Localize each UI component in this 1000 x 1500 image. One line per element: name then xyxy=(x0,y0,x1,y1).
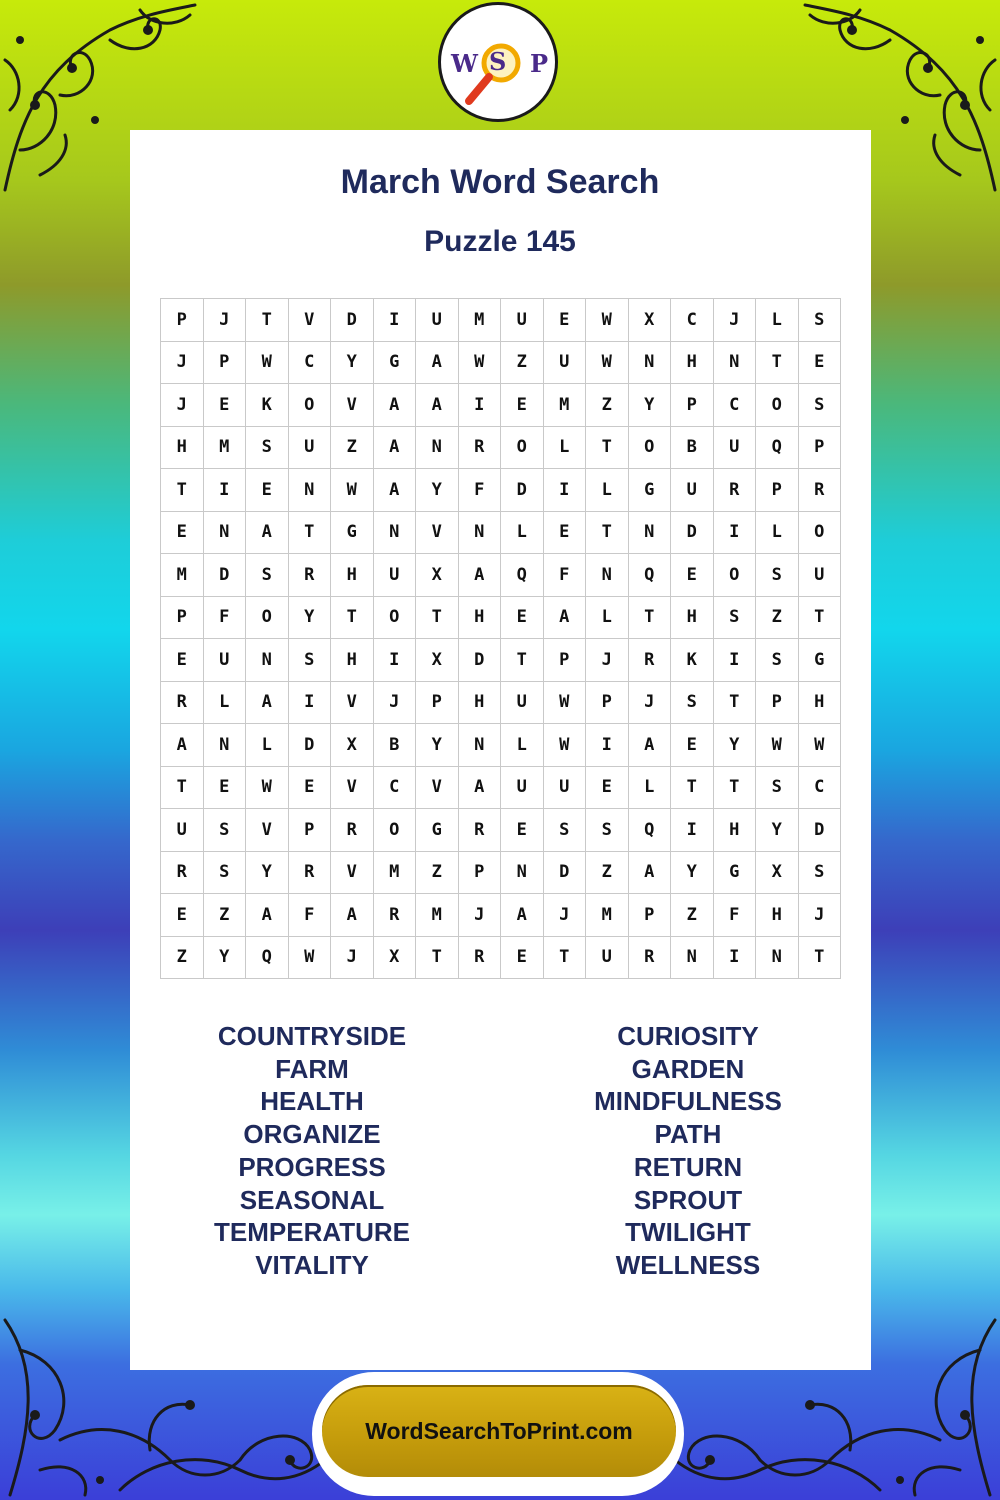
grid-cell[interactable]: V xyxy=(331,681,374,724)
grid-cell[interactable]: D xyxy=(203,554,246,597)
grid-cell[interactable]: P xyxy=(798,426,841,469)
grid-cell[interactable]: T xyxy=(671,766,714,809)
grid-cell[interactable]: I xyxy=(373,639,416,682)
grid-cell[interactable]: N xyxy=(713,341,756,384)
grid-cell[interactable]: S xyxy=(203,851,246,894)
grid-cell[interactable]: R xyxy=(161,681,204,724)
grid-cell[interactable]: G xyxy=(331,511,374,554)
grid-cell[interactable]: G xyxy=(373,341,416,384)
grid-cell[interactable]: U xyxy=(543,766,586,809)
grid-cell[interactable]: S xyxy=(756,639,799,682)
grid-cell[interactable]: Z xyxy=(671,894,714,937)
grid-cell[interactable]: S xyxy=(798,299,841,342)
grid-cell[interactable]: L xyxy=(756,299,799,342)
grid-cell[interactable]: W xyxy=(288,936,331,979)
grid-cell[interactable]: L xyxy=(246,724,289,767)
grid-row xyxy=(161,851,841,894)
grid-cell[interactable]: P xyxy=(288,809,331,852)
grid-cell[interactable]: D xyxy=(331,299,374,342)
grid-cell[interactable]: T xyxy=(161,766,204,809)
grid-cell[interactable]: F xyxy=(288,894,331,937)
grid-cell[interactable]: N xyxy=(628,511,671,554)
grid-cell[interactable]: X xyxy=(416,554,459,597)
grid-cell[interactable]: G xyxy=(628,469,671,512)
grid-cell[interactable]: T xyxy=(416,936,459,979)
grid-cell[interactable]: N xyxy=(203,724,246,767)
grid-cell[interactable]: A xyxy=(246,894,289,937)
grid-cell[interactable]: E xyxy=(161,639,204,682)
grid-cell[interactable]: I xyxy=(203,469,246,512)
grid-row xyxy=(161,809,841,852)
grid-cell[interactable]: L xyxy=(501,511,544,554)
grid-cell[interactable]: Y xyxy=(203,936,246,979)
grid-cell[interactable]: Q xyxy=(628,554,671,597)
word-list-item: TEMPERATURE xyxy=(214,1217,410,1248)
word-list-item: VITALITY xyxy=(255,1249,369,1280)
grid-cell[interactable]: D xyxy=(458,639,501,682)
wsp-logo xyxy=(438,2,558,122)
grid-cell[interactable]: J xyxy=(331,936,374,979)
grid-cell[interactable]: I xyxy=(373,299,416,342)
logo-letter-p: P xyxy=(530,49,549,78)
grid-cell[interactable]: S xyxy=(246,426,289,469)
grid-cell[interactable]: N xyxy=(756,936,799,979)
grid-cell[interactable]: A xyxy=(373,469,416,512)
grid-cell[interactable]: H xyxy=(671,341,714,384)
grid-cell[interactable]: A xyxy=(458,766,501,809)
grid-cell[interactable]: R xyxy=(713,469,756,512)
grid-cell[interactable]: U xyxy=(798,554,841,597)
word-list-item: GARDEN xyxy=(631,1053,745,1084)
grid-cell[interactable]: L xyxy=(203,681,246,724)
grid-cell[interactable]: Q xyxy=(501,554,544,597)
grid-cell[interactable]: W xyxy=(798,724,841,767)
grid-row xyxy=(161,894,841,937)
grid-cell[interactable]: S xyxy=(203,809,246,852)
grid-cell[interactable]: U xyxy=(288,426,331,469)
grid-cell[interactable]: Q xyxy=(628,809,671,852)
grid-cell[interactable]: W xyxy=(246,341,289,384)
grid-cell[interactable]: J xyxy=(161,384,204,427)
grid-cell[interactable]: Y xyxy=(416,724,459,767)
grid-cell[interactable]: U xyxy=(416,299,459,342)
grid-cell[interactable]: C xyxy=(373,766,416,809)
grid-cell[interactable]: D xyxy=(501,469,544,512)
grid-cell[interactable]: T xyxy=(501,639,544,682)
grid-cell[interactable]: Z xyxy=(161,936,204,979)
grid-cell[interactable]: G xyxy=(798,639,841,682)
grid-cell[interactable]: O xyxy=(246,596,289,639)
grid-cell[interactable]: E xyxy=(671,554,714,597)
grid-row xyxy=(161,469,841,512)
grid-cell[interactable]: N xyxy=(458,511,501,554)
grid-cell[interactable]: Y xyxy=(756,809,799,852)
grid-cell[interactable]: B xyxy=(671,426,714,469)
grid-cell[interactable]: I xyxy=(458,384,501,427)
grid-cell[interactable]: K xyxy=(671,639,714,682)
grid-cell[interactable]: I xyxy=(288,681,331,724)
grid-cell[interactable]: A xyxy=(373,384,416,427)
grid-cell[interactable]: E xyxy=(501,809,544,852)
grid-cell[interactable]: A xyxy=(416,384,459,427)
grid-cell[interactable]: S xyxy=(798,384,841,427)
grid-cell[interactable]: I xyxy=(713,511,756,554)
grid-cell[interactable]: E xyxy=(161,894,204,937)
grid-cell[interactable]: R xyxy=(288,851,331,894)
grid-cell[interactable]: T xyxy=(543,936,586,979)
grid-cell[interactable]: R xyxy=(798,469,841,512)
grid-cell[interactable]: C xyxy=(288,341,331,384)
grid-cell[interactable]: V xyxy=(331,766,374,809)
grid-cell[interactable]: N xyxy=(628,341,671,384)
grid-cell[interactable]: G xyxy=(713,851,756,894)
grid-cell[interactable]: E xyxy=(671,724,714,767)
grid-cell[interactable]: P xyxy=(756,469,799,512)
grid-cell[interactable]: I xyxy=(713,639,756,682)
grid-cell[interactable]: N xyxy=(671,936,714,979)
grid-cell[interactable]: X xyxy=(331,724,374,767)
grid-cell[interactable]: V xyxy=(416,766,459,809)
grid-cell[interactable]: N xyxy=(288,469,331,512)
grid-cell[interactable]: F xyxy=(203,596,246,639)
grid-cell[interactable]: E xyxy=(246,469,289,512)
grid-cell[interactable]: W xyxy=(543,724,586,767)
grid-cell[interactable]: N xyxy=(586,554,629,597)
grid-cell[interactable]: R xyxy=(458,809,501,852)
grid-cell[interactable]: D xyxy=(798,809,841,852)
grid-cell[interactable]: P xyxy=(161,596,204,639)
grid-cell[interactable]: E xyxy=(288,766,331,809)
grid-cell[interactable]: U xyxy=(713,426,756,469)
grid-cell[interactable]: X xyxy=(756,851,799,894)
logo-letter-s: S xyxy=(489,47,507,76)
grid-cell[interactable]: V xyxy=(246,809,289,852)
grid-cell[interactable]: G xyxy=(416,809,459,852)
grid-cell[interactable]: T xyxy=(288,511,331,554)
grid-cell[interactable]: Z xyxy=(501,341,544,384)
grid-cell[interactable]: J xyxy=(203,299,246,342)
grid-row xyxy=(161,724,841,767)
grid-cell[interactable]: S xyxy=(543,809,586,852)
grid-cell[interactable]: E xyxy=(203,766,246,809)
word-list-item: SPROUT xyxy=(633,1184,743,1215)
grid-cell[interactable]: A xyxy=(628,724,671,767)
grid-cell[interactable]: Y xyxy=(246,851,289,894)
word-list-item: WELLNESS xyxy=(615,1249,761,1280)
grid-cell[interactable]: N xyxy=(458,724,501,767)
grid-cell[interactable]: T xyxy=(798,596,841,639)
grid-cell[interactable]: A xyxy=(458,554,501,597)
logo-letter-w: W xyxy=(451,49,478,78)
grid-cell[interactable]: N xyxy=(416,426,459,469)
grid-cell[interactable]: X xyxy=(628,299,671,342)
grid-cell[interactable]: D xyxy=(288,724,331,767)
grid-row xyxy=(161,299,841,342)
grid-cell[interactable]: N xyxy=(203,511,246,554)
grid-cell[interactable]: Y xyxy=(416,469,459,512)
grid-cell[interactable]: H xyxy=(161,426,204,469)
grid-cell[interactable]: J xyxy=(543,894,586,937)
grid-cell[interactable]: J xyxy=(713,299,756,342)
grid-cell[interactable]: J xyxy=(161,341,204,384)
grid-cell[interactable]: Z xyxy=(416,851,459,894)
grid-cell[interactable]: P xyxy=(458,851,501,894)
grid-cell[interactable]: E xyxy=(798,341,841,384)
grid-cell[interactable]: L xyxy=(628,766,671,809)
grid-cell[interactable]: C xyxy=(713,384,756,427)
grid-cell[interactable]: Y xyxy=(331,341,374,384)
grid-cell[interactable]: O xyxy=(756,384,799,427)
grid-cell[interactable]: U xyxy=(501,299,544,342)
grid-cell[interactable]: I xyxy=(671,809,714,852)
grid-cell[interactable]: S xyxy=(756,766,799,809)
grid-cell[interactable]: J xyxy=(628,681,671,724)
word-list-item: SEASONAL xyxy=(239,1184,385,1215)
grid-cell[interactable]: B xyxy=(373,724,416,767)
grid-cell[interactable]: F xyxy=(458,469,501,512)
grid-cell[interactable]: N xyxy=(246,639,289,682)
grid-row xyxy=(161,766,841,809)
grid-cell[interactable]: U xyxy=(501,766,544,809)
grid-cell[interactable]: M xyxy=(416,894,459,937)
grid-cell[interactable]: P xyxy=(756,681,799,724)
grid-cell[interactable]: Q xyxy=(756,426,799,469)
grid-cell[interactable]: O xyxy=(713,554,756,597)
grid-cell[interactable]: M xyxy=(543,384,586,427)
grid-cell[interactable]: N xyxy=(373,511,416,554)
grid-cell[interactable]: R xyxy=(458,426,501,469)
grid-cell[interactable]: M xyxy=(203,426,246,469)
grid-row xyxy=(161,511,841,554)
grid-cell[interactable]: W xyxy=(756,724,799,767)
grid-cell[interactable]: A xyxy=(628,851,671,894)
word-list-item: ORGANIZE xyxy=(243,1119,381,1150)
word-list-item: RETURN xyxy=(633,1151,743,1182)
grid-cell[interactable]: M xyxy=(373,851,416,894)
page-title: March Word Search xyxy=(340,163,660,201)
letter-grid xyxy=(160,298,841,979)
website-link-button[interactable]: WordSearchToPrint.com xyxy=(322,1385,676,1477)
grid-cell[interactable]: R xyxy=(331,809,374,852)
word-list-left xyxy=(147,1020,477,1282)
grid-cell[interactable]: E xyxy=(543,511,586,554)
grid-cell[interactable]: C xyxy=(671,299,714,342)
word-list-item: PROGRESS xyxy=(238,1151,386,1182)
grid-cell[interactable]: Z xyxy=(586,384,629,427)
grid-cell[interactable]: L xyxy=(586,469,629,512)
grid-cell[interactable]: V xyxy=(331,384,374,427)
grid-cell[interactable]: U xyxy=(203,639,246,682)
grid-cell[interactable]: U xyxy=(161,809,204,852)
grid-cell[interactable]: M xyxy=(161,554,204,597)
grid-cell[interactable]: D xyxy=(671,511,714,554)
grid-cell[interactable]: J xyxy=(373,681,416,724)
grid-cell[interactable]: I xyxy=(713,936,756,979)
grid-cell[interactable]: P xyxy=(671,384,714,427)
grid-cell[interactable]: H xyxy=(798,681,841,724)
grid-cell[interactable]: P xyxy=(203,341,246,384)
grid-cell[interactable]: W xyxy=(586,299,629,342)
grid-cell[interactable]: R xyxy=(161,851,204,894)
grid-cell[interactable]: Y xyxy=(713,724,756,767)
grid-cell[interactable]: H xyxy=(458,681,501,724)
grid-cell[interactable]: A xyxy=(246,511,289,554)
grid-cell[interactable]: T xyxy=(628,596,671,639)
grid-cell[interactable]: T xyxy=(246,299,289,342)
word-list-item: COUNTRYSIDE xyxy=(217,1021,407,1051)
grid-cell[interactable]: R xyxy=(288,554,331,597)
grid-cell[interactable]: V xyxy=(416,511,459,554)
grid-cell[interactable]: N xyxy=(501,851,544,894)
grid-cell[interactable]: U xyxy=(543,341,586,384)
grid-cell[interactable]: P xyxy=(161,299,204,342)
grid-cell[interactable]: C xyxy=(798,766,841,809)
grid-row xyxy=(161,426,841,469)
grid-cell[interactable]: H xyxy=(671,596,714,639)
grid-cell[interactable]: Q xyxy=(246,936,289,979)
grid-cell[interactable]: Z xyxy=(203,894,246,937)
grid-cell[interactable]: V xyxy=(288,299,331,342)
grid-cell[interactable]: H xyxy=(713,809,756,852)
grid-cell[interactable]: W xyxy=(458,341,501,384)
grid-cell[interactable]: Z xyxy=(586,851,629,894)
grid-cell[interactable]: S xyxy=(246,554,289,597)
grid-cell[interactable]: D xyxy=(543,851,586,894)
grid-row xyxy=(161,596,841,639)
word-list-item: MINDFULNESS xyxy=(594,1086,782,1117)
grid-cell[interactable]: S xyxy=(288,639,331,682)
grid-cell[interactable]: H xyxy=(331,639,374,682)
grid-cell[interactable]: X xyxy=(373,936,416,979)
grid-cell[interactable]: O xyxy=(373,809,416,852)
grid-row xyxy=(161,554,841,597)
grid-cell[interactable]: H xyxy=(458,596,501,639)
grid-cell[interactable]: E xyxy=(161,511,204,554)
grid-cell[interactable]: R xyxy=(628,936,671,979)
grid-cell[interactable]: J xyxy=(458,894,501,937)
grid-cell[interactable]: T xyxy=(798,936,841,979)
grid-cell[interactable]: P xyxy=(543,639,586,682)
puzzle-number: Puzzle 145 xyxy=(424,225,576,258)
grid-cell[interactable]: E xyxy=(543,299,586,342)
grid-cell[interactable]: X xyxy=(416,639,459,682)
grid-cell[interactable]: S xyxy=(798,851,841,894)
word-list-right xyxy=(523,1020,853,1282)
grid-row xyxy=(161,936,841,979)
word-list-item: FARM xyxy=(275,1053,349,1084)
grid-cell[interactable]: L xyxy=(501,724,544,767)
grid-cell[interactable]: O xyxy=(628,426,671,469)
grid-cell[interactable]: E xyxy=(501,596,544,639)
grid-cell[interactable]: O xyxy=(373,596,416,639)
grid-cell[interactable]: P xyxy=(628,894,671,937)
word-list-item: HEALTH xyxy=(260,1086,364,1117)
grid-cell[interactable]: A xyxy=(161,724,204,767)
grid-cell[interactable]: T xyxy=(586,511,629,554)
grid-cell[interactable]: I xyxy=(586,724,629,767)
grid-cell[interactable]: O xyxy=(501,426,544,469)
grid-cell[interactable]: J xyxy=(798,894,841,937)
grid-cell[interactable]: T xyxy=(756,341,799,384)
grid-cell[interactable]: H xyxy=(756,894,799,937)
grid-cell[interactable]: E xyxy=(203,384,246,427)
grid-cell[interactable]: L xyxy=(756,511,799,554)
grid-cell[interactable]: E xyxy=(586,766,629,809)
grid-cell[interactable]: V xyxy=(331,851,374,894)
grid-cell[interactable]: A xyxy=(501,894,544,937)
grid-cell[interactable]: U xyxy=(586,936,629,979)
grid-row xyxy=(161,384,841,427)
grid-cell[interactable]: L xyxy=(543,426,586,469)
grid-cell[interactable]: W xyxy=(543,681,586,724)
grid-cell[interactable]: S xyxy=(586,809,629,852)
grid-cell[interactable]: T xyxy=(586,426,629,469)
grid-cell[interactable]: S xyxy=(756,554,799,597)
grid-cell[interactable]: A xyxy=(331,894,374,937)
grid-cell[interactable]: U xyxy=(671,469,714,512)
grid-cell[interactable]: J xyxy=(586,639,629,682)
grid-cell[interactable]: A xyxy=(543,596,586,639)
grid-cell[interactable]: A xyxy=(373,426,416,469)
grid-cell[interactable]: R xyxy=(373,894,416,937)
grid-cell[interactable]: T xyxy=(331,596,374,639)
grid-cell[interactable]: Y xyxy=(671,851,714,894)
grid-cell[interactable]: A xyxy=(246,681,289,724)
grid-cell[interactable]: M xyxy=(458,299,501,342)
grid-cell[interactable]: R xyxy=(458,936,501,979)
grid-cell[interactable]: K xyxy=(246,384,289,427)
grid-cell[interactable]: A xyxy=(416,341,459,384)
grid-cell[interactable]: W xyxy=(586,341,629,384)
grid-cell[interactable]: Z xyxy=(756,596,799,639)
grid-cell[interactable]: L xyxy=(586,596,629,639)
grid-cell[interactable]: Z xyxy=(331,426,374,469)
grid-cell[interactable]: R xyxy=(628,639,671,682)
grid-cell[interactable]: Y xyxy=(288,596,331,639)
grid-cell[interactable]: O xyxy=(288,384,331,427)
grid-cell[interactable]: S xyxy=(671,681,714,724)
grid-cell[interactable]: S xyxy=(713,596,756,639)
grid-cell[interactable]: H xyxy=(331,554,374,597)
grid-cell[interactable]: O xyxy=(798,511,841,554)
grid-cell[interactable]: U xyxy=(373,554,416,597)
grid-cell[interactable]: U xyxy=(501,681,544,724)
grid-cell[interactable]: F xyxy=(543,554,586,597)
grid-row xyxy=(161,639,841,682)
grid-row xyxy=(161,341,841,384)
grid-cell[interactable]: W xyxy=(331,469,374,512)
grid-cell[interactable]: P xyxy=(586,681,629,724)
grid-cell[interactable]: Y xyxy=(628,384,671,427)
grid-cell[interactable]: T xyxy=(416,596,459,639)
grid-cell[interactable]: I xyxy=(543,469,586,512)
grid-cell[interactable]: T xyxy=(713,766,756,809)
grid-cell[interactable]: E xyxy=(501,384,544,427)
grid-cell[interactable]: M xyxy=(586,894,629,937)
grid-cell[interactable]: E xyxy=(501,936,544,979)
word-list-item: CURIOSITY xyxy=(617,1021,759,1051)
grid-cell[interactable]: F xyxy=(713,894,756,937)
grid-row xyxy=(161,681,841,724)
grid-cell[interactable]: W xyxy=(246,766,289,809)
word-list-item: PATH xyxy=(654,1119,722,1150)
word-list-item: TWILIGHT xyxy=(625,1217,751,1248)
grid-cell[interactable]: T xyxy=(161,469,204,512)
grid-cell[interactable]: P xyxy=(416,681,459,724)
grid-cell[interactable]: T xyxy=(713,681,756,724)
